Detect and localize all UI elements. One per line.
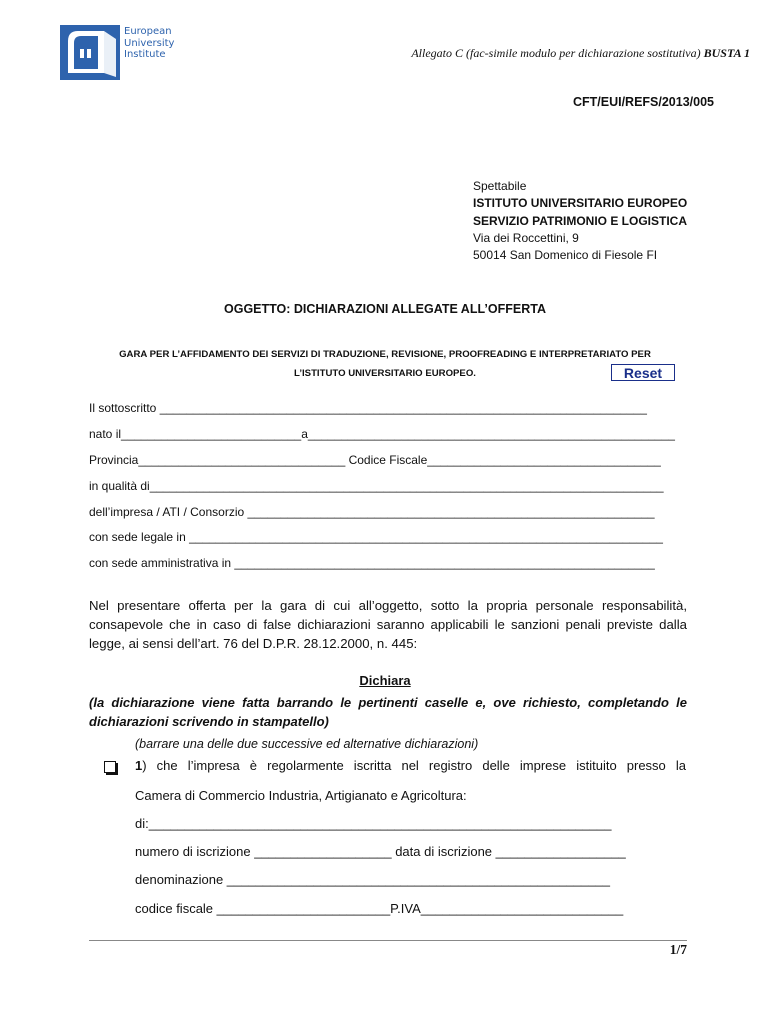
subject-heading: OGGETTO: DICHIARAZIONI ALLEGATE ALL’OFFERTA [224,302,546,316]
codice-fiscale-field[interactable]: codice fiscale ________________________P.IVA____________________________ [135,901,624,916]
logo-emblem-icon [60,25,120,80]
logo-text [124,26,174,61]
reference-code: CFT/EUI/REFS/2013/005 [572,95,714,109]
tender-title [90,345,680,383]
footer-divider [89,940,687,941]
tender-title-line: L’ISTITUTO UNIVERSITARIO EUROPEO. [294,368,476,379]
reset-button[interactable]: Reset [611,364,675,381]
recipient-address [473,178,687,264]
declaration-paragraph: Nel presentare offerta per la gara di cui all’oggetto, sotto la propria personale responsabilità, consapevole che in caso di false dichiarazioni saranno applicabili le sanzioni penali previste dalla legge, ai sensi dell’art. 76 del D.P.R. 28.12.2000, n. 445: [89,598,687,651]
barrare-note: (barrare una delle due successive ed alternative dichiarazioni) [135,737,479,751]
sede-legale-field[interactable]: con sede legale in _______________________________________________________________________ [89,530,663,544]
qualita-field[interactable]: in qualità di_____________________________________________________________________________ [89,479,664,493]
registration-field[interactable]: numero di iscrizione ___________________ data di iscrizione __________________ [135,844,626,859]
dichiara-heading: Dichiara [359,673,411,688]
tender-title-line: GARA PER L’AFFIDAMENTO DEI SERVIZI DI TRADUZIONE, REVISIONE, PROOFREADING E INTERPRETARIATO PER [119,349,651,360]
sottoscritto-field[interactable]: Il sottoscritto _________________________________________________________________________ [89,401,647,415]
attachment-note [250,46,750,61]
busta-label: BUSTA 1 [703,46,750,60]
address-city: 50014 San Domenico di Fiesole FI [473,248,658,263]
address-street: Via dei Roccettini, 9 [473,230,579,245]
page-number: 1/7 [669,942,687,957]
provincia-field[interactable]: Provincia_______________________________ Codice Fiscale___________________________________ [89,453,661,467]
item1-text: ) che l’impresa è regolarmente iscritta nel registro delle imprese istituito presso la [142,758,686,773]
logo-line: University [124,37,175,49]
address-institution: ISTITUTO UNIVERSITARIO EUROPEO [473,196,688,211]
impresa-field[interactable]: dell’impresa / ATI / Consorzio _____________________________________________________________ [89,505,655,519]
logo-line: European [124,26,172,37]
sede-amministrativa-field[interactable]: con sede amministrativa in _______________________________________________________________ [89,556,655,570]
item1-number: 1 [135,758,143,773]
camera-di-field[interactable]: di:________________________________________________________________ [135,816,612,831]
dichiara-instructions: (la dichiarazione viene fatta barrando le pertinenti caselle e, ove richiesto, completando le dichiarazioni scrivendo in stampatello) [89,695,687,729]
address-salutation: Spettabile [473,179,527,193]
logo-line: Institute [124,49,166,60]
item1-statement [135,758,686,773]
address-department: SERVIZIO PATRIMONIO E LOGISTICA [473,213,688,228]
camera-label: Camera di Commercio Industria, Artigianato e Agricoltura: [135,788,467,803]
attachment-note-text: Allegato C (fac-simile modulo per dichiarazione sostitutiva) [411,46,704,60]
birth-field[interactable]: nato il___________________________a_______________________________________________________ [89,427,675,441]
item1-checkbox[interactable] [104,761,116,773]
denominazione-field[interactable]: denominazione _____________________________________________________ [135,872,610,887]
